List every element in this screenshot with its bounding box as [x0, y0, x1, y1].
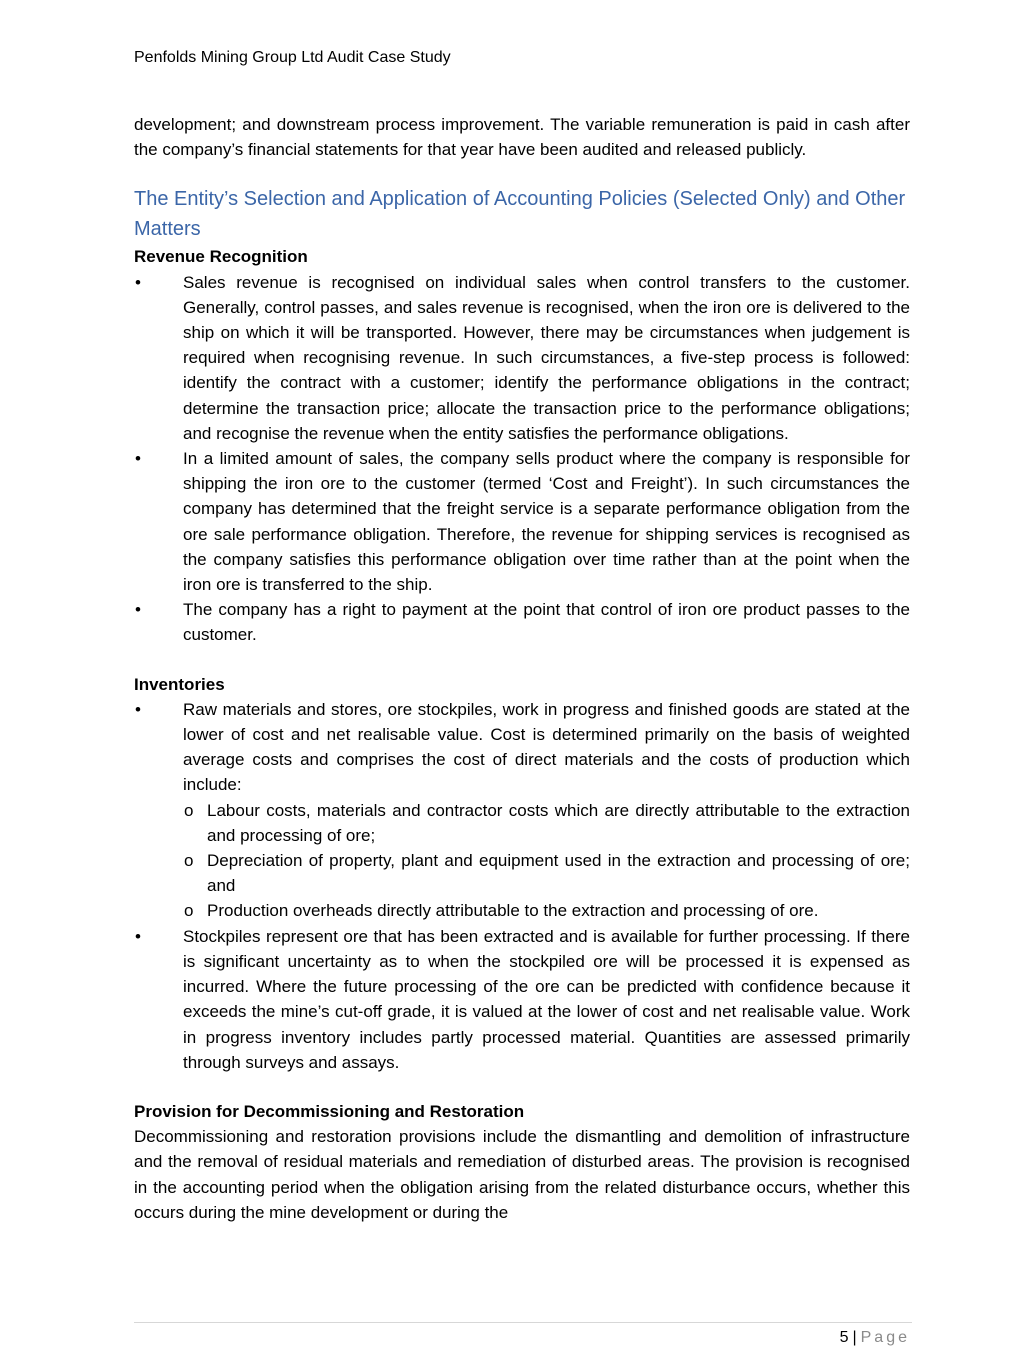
- inventories-sub-list: [183, 798, 910, 924]
- revenue-bullet-3: • The company has a right to payment at the point that control of iron ore product passes to the customer.: [134, 597, 910, 647]
- inventories-bullet-1: [134, 697, 910, 924]
- decommissioning-heading: Provision for Decommissioning and Restoration: [134, 1101, 525, 1121]
- footer-divider: [134, 1322, 912, 1323]
- revenue-recognition-heading: Revenue Recognition: [134, 247, 308, 267]
- page-body: [134, 112, 910, 1225]
- inventories-subitem-3: o Production overheads directly attributable to the extraction and processing of ore.: [183, 898, 910, 923]
- inventories-bullet-list: [134, 697, 910, 1075]
- revenue-bullet-2: • In a limited amount of sales, the company sells product where the company is responsible for shipping the iron ore to the customer (termed ‘Cost and Freight’). In such circumstances the company has determined that the freight service is a separate performance obligation from the ore sale performance obligation. Therefore, the revenue for shipping services is recognised as the company satisfies this performance obligation over time rather than at the point when the iron ore is transferred to the ship.: [134, 446, 910, 597]
- inventories-bullet-1-text: Raw materials and stores, ore stockpiles, work in progress and finished goods are stated at the lower of cost and net realisable value. Cost is determined primarily on the basis of weighted average costs and comprises the cost of direct materials and the costs of production which include:: [183, 699, 910, 795]
- inventories-subitem-2: o Depreciation of property, plant and equipment used in the extraction and processing of ore; and: [183, 848, 910, 898]
- page-label: Page: [860, 1329, 910, 1346]
- revenue-bullet-1: • Sales revenue is recognised on individual sales when control transfers to the customer. Generally, control passes, and sales revenue is recognised, when the iron ore is delivered to the ship on which it will be transported. However, there may be circumstances when judgement is required when recognising revenue. In such circumstances, a five-step process is followed: identify the contract with a customer; identify the performance obligations in the contract; determine the transaction price; allocate the transaction price to the performance obligations; and recognise the revenue when the entity satisfies the performance obligations.: [134, 270, 910, 446]
- inventories-bullet-2: • Stockpiles represent ore that has been extracted and is available for further processing. If there is significant uncertainty as to when the stockpiled ore will be processed it is expensed as incurred. Where the future processing of the ore can be predicted with confidence because it exceeds the mine’s cut-off grade, it is valued at the lower of cost and net realisable value. Work in progress inventory includes partly processed material. Quantities are assessed primarily through surveys and assays.: [134, 924, 910, 1075]
- page-footer: [840, 1327, 910, 1349]
- footer-separator: |: [852, 1329, 857, 1346]
- inventories-heading: Inventories: [134, 674, 225, 694]
- revenue-bullet-list: [134, 270, 910, 648]
- decommissioning-paragraph: Decommissioning and restoration provisions include the dismantling and demolition of infrastructure and the removal of residual materials and remediation of disturbed areas. The provision is recognised in the accounting period when the obligation arising from the related disturbance occurs, whether this occurs during the mine development or during the: [134, 1127, 910, 1222]
- running-header: Penfolds Mining Group Ltd Audit Case Study: [134, 49, 451, 66]
- section-heading: The Entity’s Selection and Application of Accounting Policies (Selected Only) and Other Matters: [134, 188, 906, 241]
- inventories-subitem-1: o Labour costs, materials and contractor costs which are directly attributable to the extraction and processing of ore;: [183, 798, 910, 848]
- page-number: 5: [839, 1329, 849, 1346]
- intro-paragraph: development; and downstream process improvement. The variable remuneration is paid in cash after the company’s financial statements for that year have been audited and released publicly.: [134, 115, 910, 160]
